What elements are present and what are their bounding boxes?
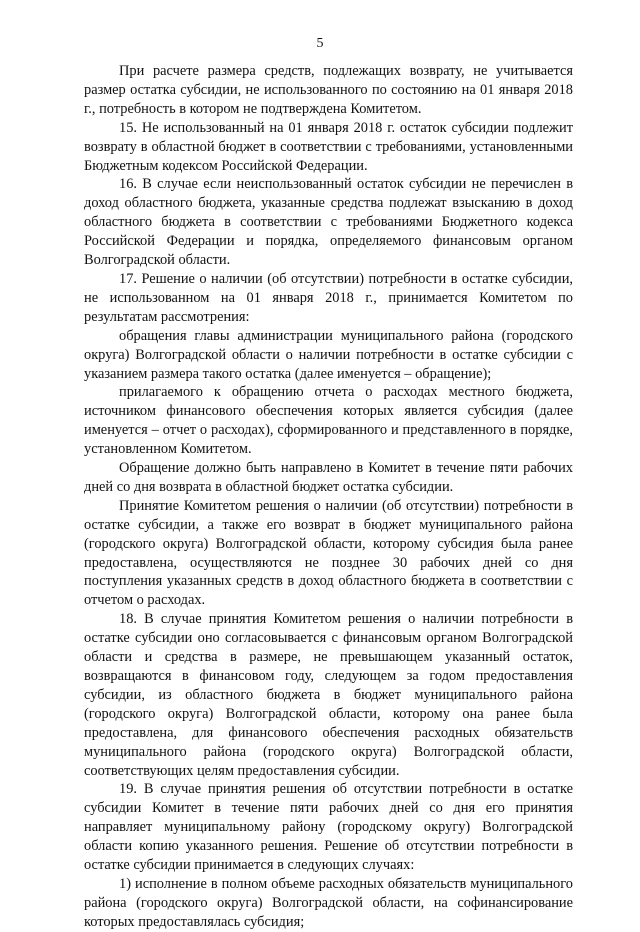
paragraph-15: 15. Не использованный на 01 января 2018 г. остаток субсидии подлежит возврату в областной бюджет в соответствии с требованиями, установленными Бюджетным кодексом Российской Федерации. [84,119,573,174]
paragraph-decision-deadline: Принятие Комитетом решения о наличии (об отсутствии) потребности в остатке субсидии, а также его возврат в бюджет муниципального района (городского округа) Волгоградской области, которому субсидия была ранее предоставлена, осуществляются не позднее 30 рабочих дней со дня поступления указанных средств в доход областного бюджета в соответствии с отчетом о расходах. [84,497,573,609]
paragraph-18: 18. В случае принятия Комитетом решения о наличии потребности в остатке субсидии оно согласовывается с финансовым органом Волгоградской области и средства в размере, не превышающем указанный остаток, возвращаются в финансовом году, следующем за годом предоставления субсидии, из областного бюджета в бюджет муниципального района (городского округа) Волгоградской области, которому она ранее была предоставлена, для финансового обеспечения расходных обязательств муниципального района (городского округа) Волгоградской области, соответствующих целям предоставления субсидии. [84,611,573,779]
paragraph-16: 16. В случае если неиспользованный остаток субсидии не перечислен в доход областного бюджета, указанные средства подлежат взысканию в доход областного бюджета в соответствии с требованиями Бюджетного кодекса Российской Федерации и порядка, определяемого финансовым органом Волгоградской области. [84,176,573,269]
paragraph-19: 19. В случае принятия решения об отсутствии потребности в остатке субсидии Комитет в течение пяти рабочих дней со дня его принятия направляет муниципальному району (городскому округу) Волгоградской области копию указанного решения. Решение об отсутствии потребности в остатке субсидии принимается в следующих случаях: [84,781,573,874]
paragraph-17-report: прилагаемого к обращению отчета о расходах местного бюджета, источником финансового обеспечения которых является субсидия (далее именуется – отчет о расходах), сформированного и представленного в порядке, установленном Комитетом. [84,384,573,458]
paragraph-19-item-1: 1) исполнение в полном объеме расходных обязательств муниципального района (городского округа) Волгоградской области, на софинансирование которых предоставлялась субсидия; [84,875,573,930]
paragraph-calculation-note: При расчете размера средств, подлежащих возврату, не учитывается размер остатка субсидии, не использованного по состоянию на 01 января 2018 г., потребность в котором не подтверждена Комитетом. [84,63,573,117]
document-body [84,62,573,932]
paragraph-appeal-deadline: Обращение должно быть направлено в Комитет в течение пяти рабочих дней со дня возврата в областной бюджет остатка субсидии. [84,460,573,495]
page-number: 5 [316,36,324,51]
paragraph-17: 17. Решение о наличии (об отсутствии) потребности в остатке субсидии, не использованном на 01 января 2018 г., принимается Комитетом по результатам рассмотрения: [84,270,573,325]
paragraph-17-appeal: обращения главы администрации муниципального района (городского округа) Волгоградской области о наличии потребности в остатке субсидии с указанием размера такого остатка (далее именуется – обращение); [84,327,573,382]
